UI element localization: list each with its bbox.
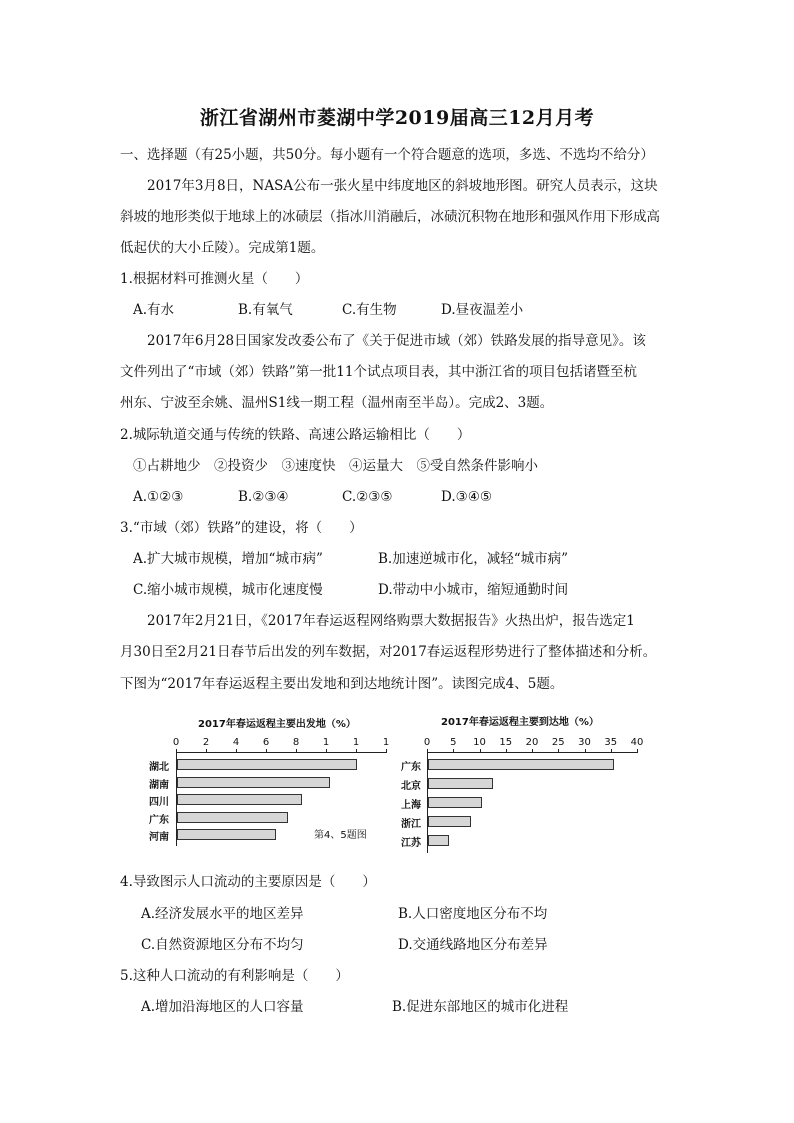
chart2-tick-mark	[637, 749, 638, 753]
chart1-tick-label: 4	[232, 737, 240, 748]
section-heading: 一、选择题（有25小题，共50分。每小题有一个符合题意的选项，多选、不选均不给分）	[120, 147, 654, 163]
chart1-tick-label: 8	[292, 737, 300, 748]
q1-option-b: B.有氧气	[238, 302, 293, 318]
chart2-bar	[428, 797, 482, 808]
chart1-tick-label: 1	[352, 737, 360, 748]
chart2-tick-label: 25	[551, 737, 565, 748]
q4-option-a: A.经济发展水平的地区差异	[141, 906, 304, 922]
chart2-category-label: 上海	[401, 800, 421, 811]
chart2-tick-label: 20	[525, 737, 539, 748]
chart1-category-label: 湖北	[149, 762, 169, 773]
q1-option-d: D.昼夜温差小	[441, 302, 524, 318]
chart2-tick-label: 30	[578, 737, 591, 748]
q4-option-b: B.人口密度地区分布不均	[398, 906, 548, 922]
chart2-category-label: 江苏	[401, 838, 421, 849]
chart2-bar	[428, 835, 449, 846]
chart1-tick-label: 6	[262, 737, 270, 748]
chart1-category-label: 广东	[149, 814, 169, 826]
chart2-tick-label: 35	[604, 737, 618, 748]
chart1-axis-line	[176, 752, 386, 753]
chart2-tick-mark	[611, 749, 612, 753]
passage2-line3: 州东、宁波至余姚、温州S1线一期工程（温州南至半岛）。完成2、3题。	[120, 395, 554, 411]
chart2-category-label: 北京	[401, 781, 421, 792]
chart1-tick-label: 1	[382, 737, 390, 748]
passage3-line1: 2017年2月21日，《2017年春运返程网络购票大数据报告》火热出炉，报告选定1	[147, 613, 635, 629]
chart2-tick-mark	[427, 749, 428, 753]
chart2-bar	[428, 816, 471, 827]
q4-stem: 4.导致图示人口流动的主要原因是（ ）	[120, 874, 376, 890]
chart2-tick-mark	[585, 749, 586, 753]
chart1-category-label: 湖南	[149, 779, 169, 791]
chart2-category-label: 浙江	[401, 819, 421, 830]
q2-stem: 2.城际轨道交通与传统的铁路、高速公路运输相比（ ）	[120, 427, 471, 443]
q5-stem: 5.这种人口流动的有利影响是（ ）	[120, 968, 349, 984]
chart2-tick-mark	[532, 749, 533, 753]
chart1-bar	[177, 759, 357, 770]
chart1-tick-mark	[176, 749, 177, 753]
q3-option-b: B.加速逆城市化，减轻“城市病”	[378, 551, 569, 567]
chart2-tick-label: 5	[450, 737, 457, 748]
chart2-bar	[428, 778, 493, 789]
chart2-tick-mark	[506, 749, 507, 753]
chart1-bar	[177, 777, 330, 788]
chart1-tick-label: 0	[172, 737, 180, 748]
chart2-title: 2017年春运返程主要到达地（%）	[441, 717, 599, 728]
chart2-tick-label: 40	[630, 737, 644, 748]
q1-stem: 1.根据材料可推测火星（ ）	[120, 271, 309, 287]
chart2-tick-mark	[480, 749, 481, 753]
q4-option-c: C.自然资源地区分布不均匀	[141, 937, 304, 953]
q3-option-d: D.带动中小城市，缩短通勤时间	[378, 582, 569, 598]
figure-note: 第4、5题图	[314, 830, 367, 841]
chart1-bar	[177, 812, 288, 823]
passage3-line2: 月30日至2月21日春节后出发的列车数据，对2017春运返程形势进行了整体描述和分析。	[120, 644, 657, 660]
chart1-tick-mark	[236, 749, 237, 753]
chart1-category-label: 四川	[149, 797, 169, 808]
q2-option-c: C.②③⑤	[342, 489, 393, 505]
chart1-title: 2017年春运返程主要出发地（%）	[198, 719, 356, 730]
q1-option-c: C.有生物	[342, 302, 397, 318]
chart2-tick-mark	[558, 749, 559, 753]
q5-option-b: B.促进东部地区的城市化进程	[392, 999, 569, 1015]
q1-option-a: A.有水	[133, 302, 175, 318]
q2-option-d: D.③④⑤	[441, 489, 492, 505]
chart2-tick-label: 10	[473, 737, 486, 748]
chart1-tick-mark	[356, 749, 357, 753]
q4-option-d: D.交通线路地区分布差异	[398, 937, 548, 953]
chart2-tick-label: 0	[423, 737, 431, 748]
passage1-line2: 斜坡的地形类似于地球上的冰碛层（指冰川消融后，冰碛沉积物在地形和强风作用下形成高	[120, 209, 660, 225]
chart1-tick-label: 1	[322, 737, 330, 748]
q5-option-a: A.增加沿海地区的人口容量	[141, 999, 304, 1015]
chart2-bar	[428, 759, 614, 770]
q3-option-a: A.扩大城市规模，增加“城市病”	[133, 551, 323, 567]
passage1-line1: 2017年3月8日，NASA公布一张火星中纬度地区的斜坡地形图。研究人员表示，这块	[147, 178, 658, 194]
chart1-tick-mark	[386, 749, 387, 753]
chart1-tick-mark	[266, 749, 267, 753]
chart1-bar	[177, 829, 276, 840]
passage2-line1: 2017年6月28日国家发改委公布了《关于促进市域（郊）铁路发展的指导意见》。该	[147, 333, 646, 349]
passage2-line2: 文件列出了“市域（郊）铁路”第一批11个试点项目表，其中浙江省的项目包括诸暨至杭	[120, 364, 637, 380]
passage3-line3: 下图为“2017年春运返程主要出发地和到达地统计图”。读图完成4、5题。	[120, 676, 564, 692]
chart2-tick-label: 15	[499, 737, 513, 748]
q3-option-c: C.缩小城市规模，城市化速度慢	[133, 582, 323, 598]
q3-stem: 3.“市域（郊）铁路”的建设，将（ ）	[120, 520, 363, 536]
exam-title: 浙江省湖州市菱湖中学2019届高三12月月考	[199, 107, 595, 129]
passage1-line3: 低起伏的大小丘陵）。完成第1题。	[120, 240, 325, 256]
chart1-tick-label: 2	[202, 737, 210, 748]
chart2-category-label: 广东	[401, 762, 421, 773]
q2-option-b: B.②③④	[238, 489, 289, 505]
chart1-tick-mark	[206, 749, 207, 753]
chart1-tick-mark	[296, 749, 297, 753]
chart1-bar	[177, 794, 302, 805]
chart2-tick-mark	[453, 749, 454, 753]
q2-items: ①占耕地少 ②投资少 ③速度快 ④运量大 ⑤受自然条件影响小	[133, 458, 538, 474]
chart1-category-label: 河南	[149, 832, 169, 843]
chart1-tick-mark	[326, 749, 327, 753]
q2-option-a: A.①②③	[133, 489, 184, 505]
